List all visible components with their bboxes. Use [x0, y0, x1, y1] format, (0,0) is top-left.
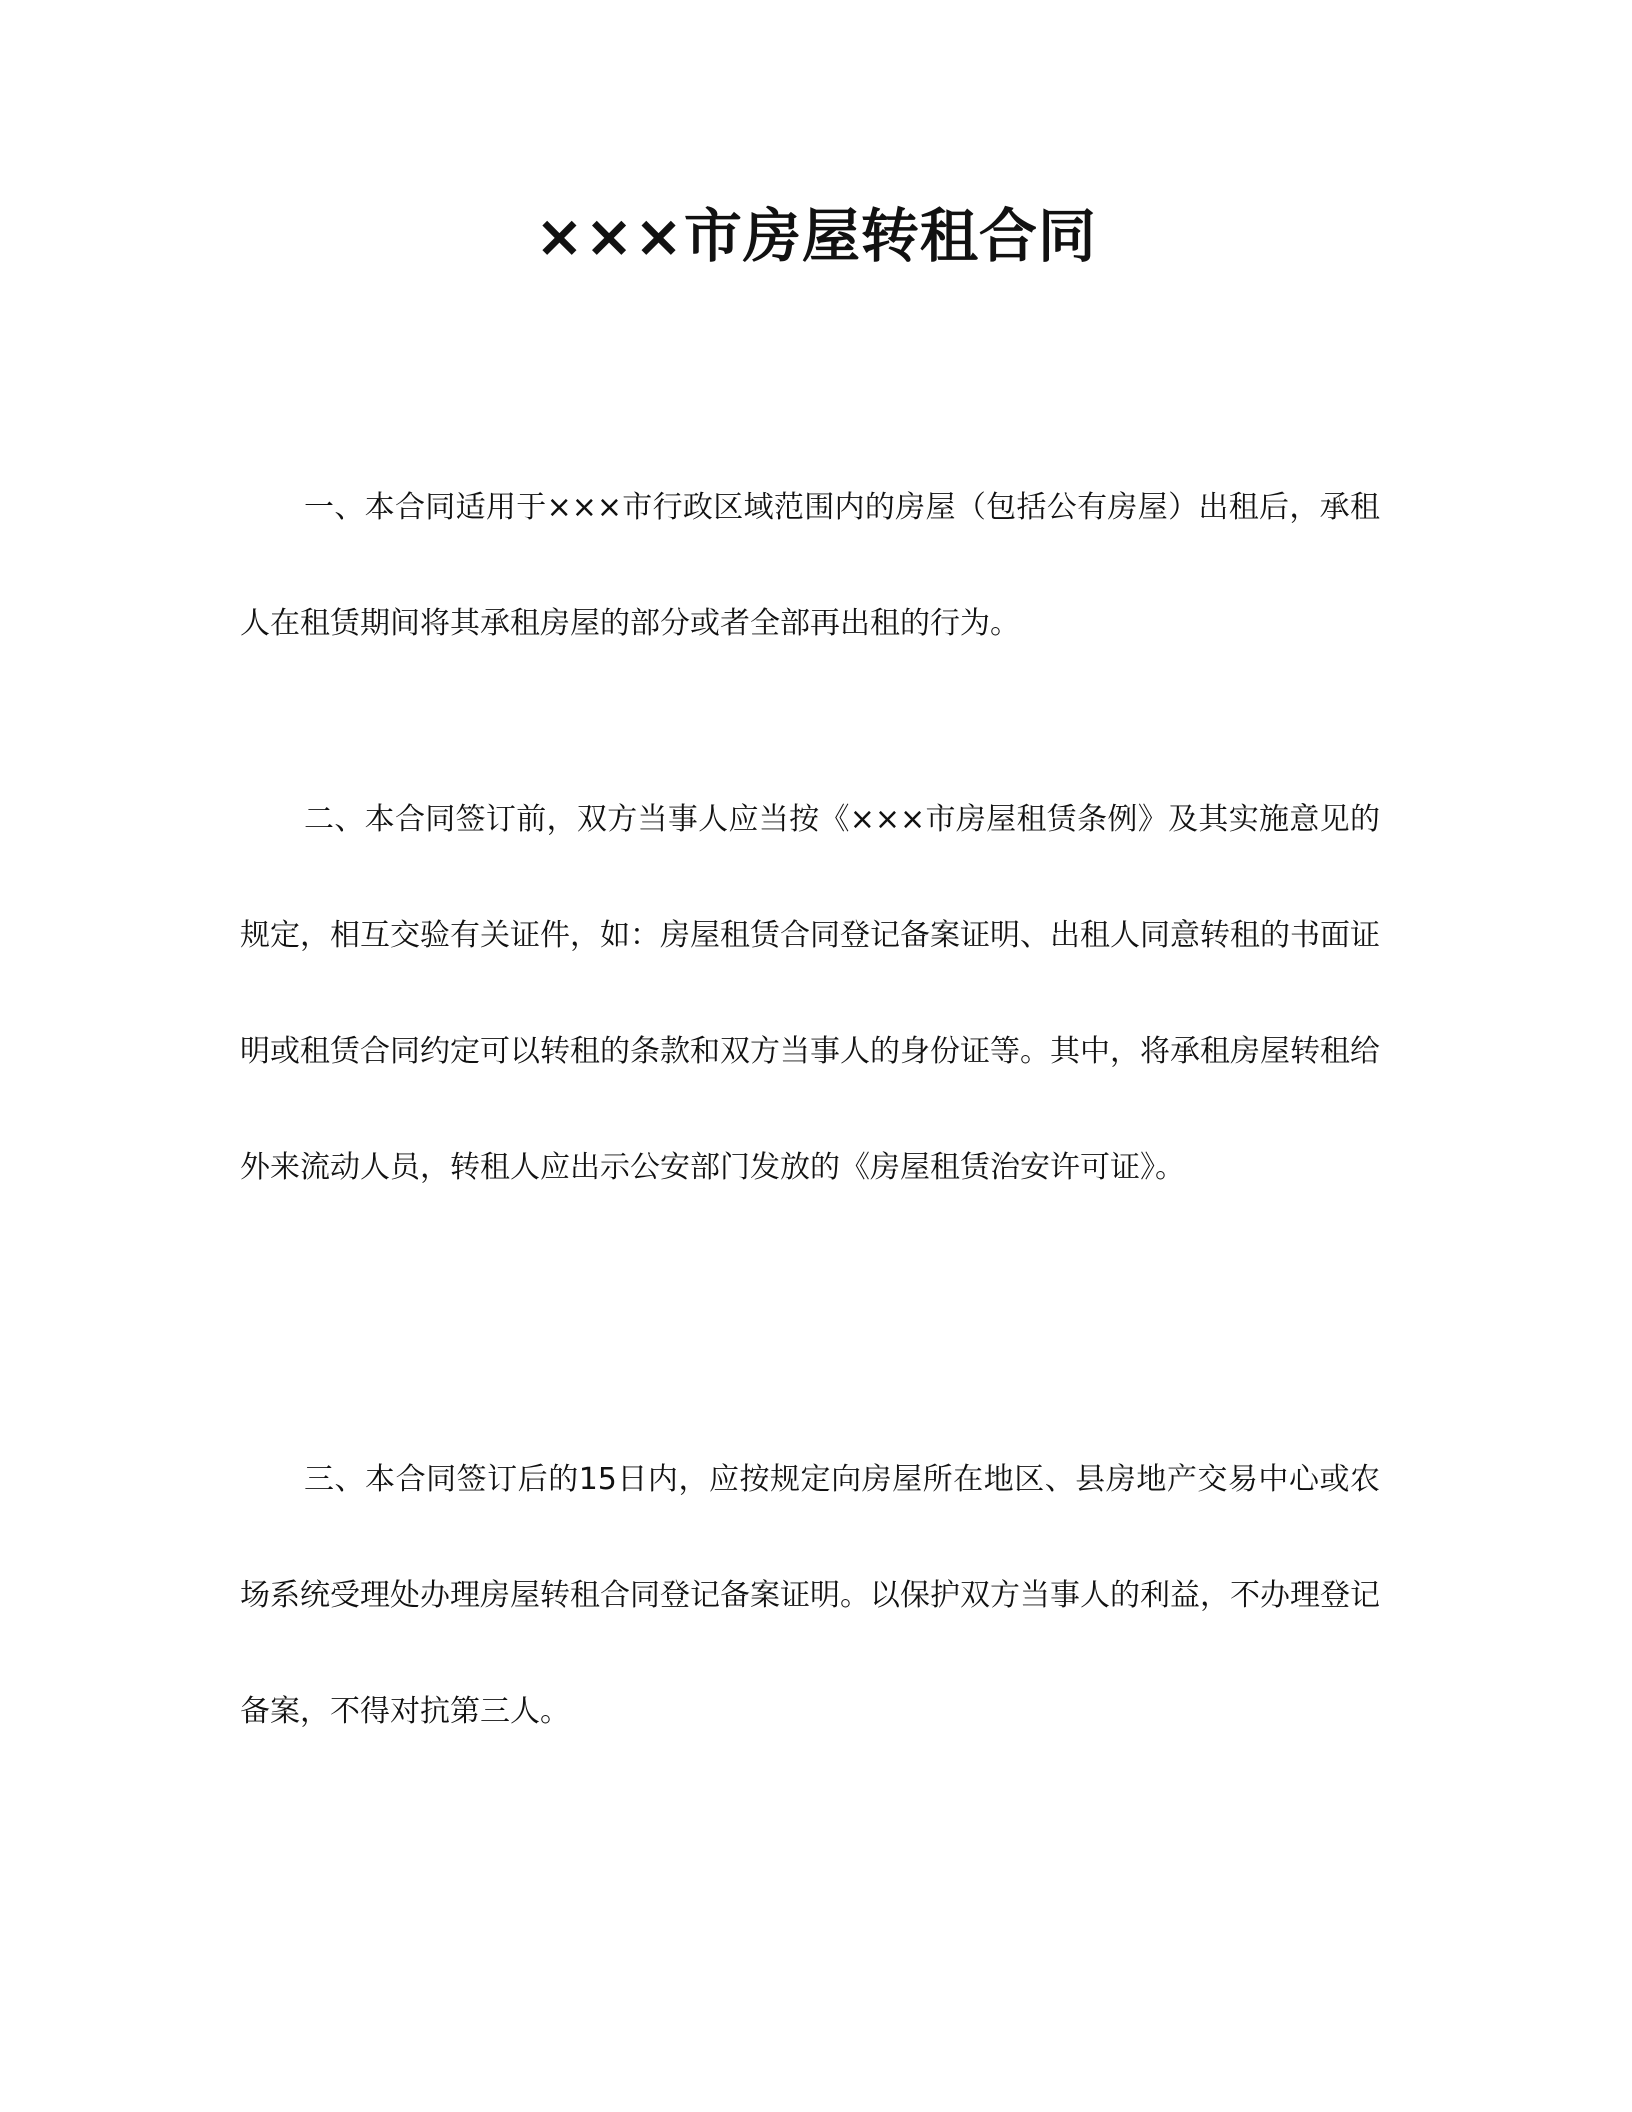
clause-1-paragraph: 一、本合同适用于×××市行政区域范围内的房屋（包括公有房屋）出租后，承租人在租赁期间将其承租房屋的部分或者全部再出租的行为。 [240, 490, 1380, 641]
clause-2-paragraph: 二、本合同签订前，双方当事人应当按《×××市房屋租赁条例》及其实施意见的规定，相互交验有关证件，如：房屋租赁合同登记备案证明、出租人同意转租的书面证明或租赁合同约定可以转租的条款和双方当事人的身份证等。其中，将承租房屋转租给外来流动人员，转租人应出示公安部门发放的《房屋租赁治安许可证》。 [240, 802, 1380, 1185]
document-title: ×××市房屋转租合同 [535, 202, 1097, 270]
clause-3-paragraph: 三、本合同签订后的15日内，应按规定向房屋所在地区、县房地产交易中心或农场系统受理处办理房屋转租合同登记备案证明。以保护双方当事人的利益，不办理登记备案，不得对抗第三人。 [240, 1462, 1380, 1729]
